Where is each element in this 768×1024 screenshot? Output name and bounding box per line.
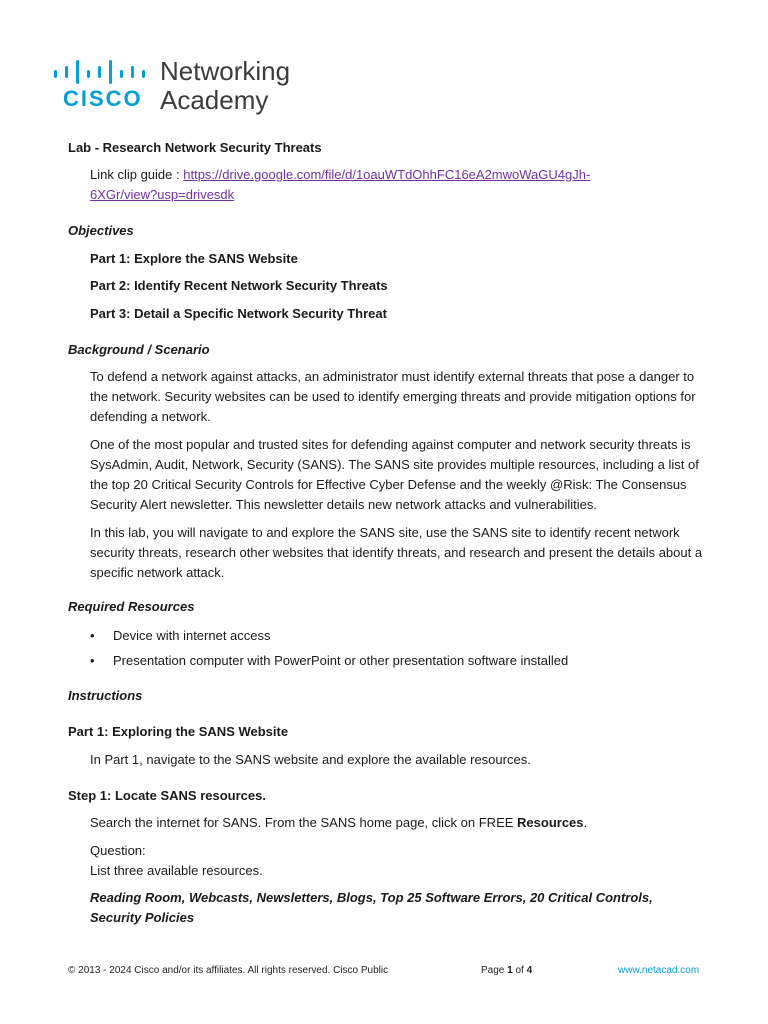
drive-link-line1: https://drive.google.com/file/d/1oauWTdOhhFC16eA2mwoWaGU4gJh- (183, 167, 591, 182)
page-current: 1 (507, 965, 513, 976)
objectives-heading: Objectives (68, 223, 134, 238)
question-label: Question: (90, 843, 146, 858)
objective-part-3: Part 3: Detail a Specific Network Security Threat (90, 306, 387, 321)
page-title: Lab - Research Network Security Threats (68, 140, 322, 155)
objective-part-2: Part 2: Identify Recent Network Security Threats (90, 278, 388, 293)
required-resources-heading: Required Resources (68, 599, 195, 614)
cisco-wordmark: CISCO (63, 86, 143, 111)
instructions-heading: Instructions (68, 688, 143, 703)
step1-text (90, 813, 710, 833)
page-total: 4 (526, 965, 533, 976)
footer-copyright: © 2013 - 2024 Cisco and/or its affiliates. All rights reserved. Cisco Public (68, 965, 389, 976)
background-paragraph-3: In this lab, you will navigate to and explore the SANS site, use the SANS site to identify recent network security threats, research other websites that identify threats, and research and present the details about a specific network attack. (90, 525, 703, 580)
page-label: Page (481, 965, 508, 976)
page-of: of (512, 965, 527, 976)
background-heading: Background / Scenario (68, 342, 210, 357)
bullet-icon: • (90, 653, 95, 668)
logo-line1: Networking (160, 56, 291, 86)
bullet-icon: • (90, 628, 95, 643)
question-text: List three available resources. (90, 863, 263, 878)
logo-line2: Academy (160, 85, 269, 115)
link-clip-label: Link clip guide : (90, 167, 180, 182)
step1-text-after: . (583, 815, 588, 830)
footer-site-link[interactable]: www.netacad.com (618, 965, 700, 976)
background-paragraph-2: One of the most popular and trusted sites for defending against computer and network security threats is SysAdmin, Audit, Network, Security (SANS). The SANS site provides multiple resources, including a list of the top 20 Critical Security Controls for Effective Cyber Defense and the weekly @Risk: The Consensus Security Alert newsletter. This newsletter details new network attacks and vulnerabilities. (90, 437, 699, 512)
part1-heading: Part 1: Exploring the SANS Website (68, 724, 289, 739)
drive-link-line2: 6XGr/view?usp=drivesdk (90, 187, 235, 202)
part1-text: In Part 1, navigate to the SANS website and explore the available resources. (90, 752, 531, 767)
cisco-bars-icon (54, 60, 150, 84)
resource-item-2: Presentation computer with PowerPoint or other presentation software installed (113, 653, 569, 668)
resource-item-1: Device with internet access (113, 628, 271, 643)
cisco-networking-academy-logo (54, 57, 314, 117)
step1-text-before: Search the internet for SANS. From the SANS home page, click on FREE (90, 815, 518, 830)
link-clip-guide (90, 165, 690, 205)
objective-part-1: Part 1: Explore the SANS Website (90, 251, 298, 266)
step1-text-bold: Resources (517, 815, 584, 830)
answer-text: Reading Room, Webcasts, Newsletters, Blogs, Top 25 Software Errors, 20 Critical Controls, Security Policies (90, 890, 653, 925)
step1-heading: Step 1: Locate SANS resources. (68, 788, 266, 803)
networking-academy-wordmark (160, 57, 290, 115)
background-paragraph-1: To defend a network against attacks, an administrator must identify external threats that pose a danger to the network. Security websites can be used to identify emerging threats and provide mitigation options for defending a network. (90, 369, 696, 424)
footer-page-number (481, 965, 532, 976)
